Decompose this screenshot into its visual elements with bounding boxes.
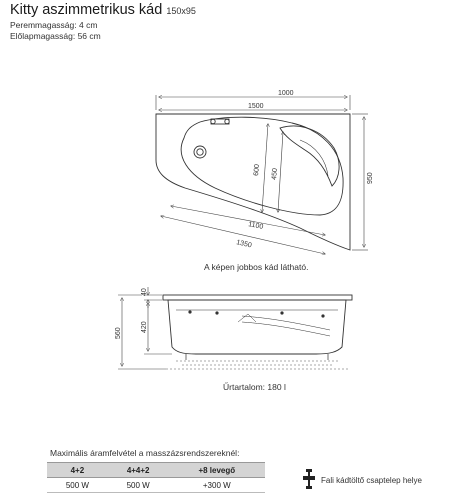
power-value-4-4-2: 500 W [108,478,169,493]
dim-450: 450 [271,167,280,181]
headrest [280,126,339,186]
dim-1350: 1350 [235,239,253,250]
drain-inner [197,149,203,155]
power-value-4-2: 500 W [47,478,108,493]
top-view-caption: A képen jobbos kád látható. [204,262,309,272]
faucet-location-label: Fali kádtöltő csaptelep helye [321,476,422,485]
front-panel-height-spec: Előlapmagasság: 56 cm [10,31,101,41]
dim-40: 40 [141,288,148,296]
dim-600: 600 [253,163,262,177]
product-name: Kitty aszimmetrikus kád [10,2,163,18]
power-table [47,462,265,493]
power-table-header-row [47,463,265,478]
power-header-4-4-2: 4+4+2 [108,463,169,478]
dim-1500: 1500 [248,103,264,110]
dim-420: 420 [141,321,148,333]
faucet-icon [302,469,316,489]
power-table-row [47,478,265,493]
volume-caption: Űrtartalom: 180 l [223,382,286,392]
power-table-title: Maximális áramfelvétel a masszázsrendszereknél: [50,448,240,458]
power-header-8-air: +8 levegő [169,463,265,478]
dim-1000: 1000 [278,90,294,97]
power-header-4-2: 4+2 [47,463,108,478]
dim-950: 950 [367,172,374,184]
power-value-8-air: +300 W [169,478,265,493]
rim [163,295,352,300]
rim-height-spec: Peremmagasság: 4 cm [10,20,98,30]
drain-outer [194,146,206,158]
top-view-drawing [156,114,350,250]
side-view-drawing [163,295,352,360]
tub-basin [181,117,343,215]
dim-560: 560 [115,327,122,339]
tub-body [168,300,346,354]
dim-1100: 1100 [247,221,264,231]
product-size: 150x95 [166,6,196,16]
